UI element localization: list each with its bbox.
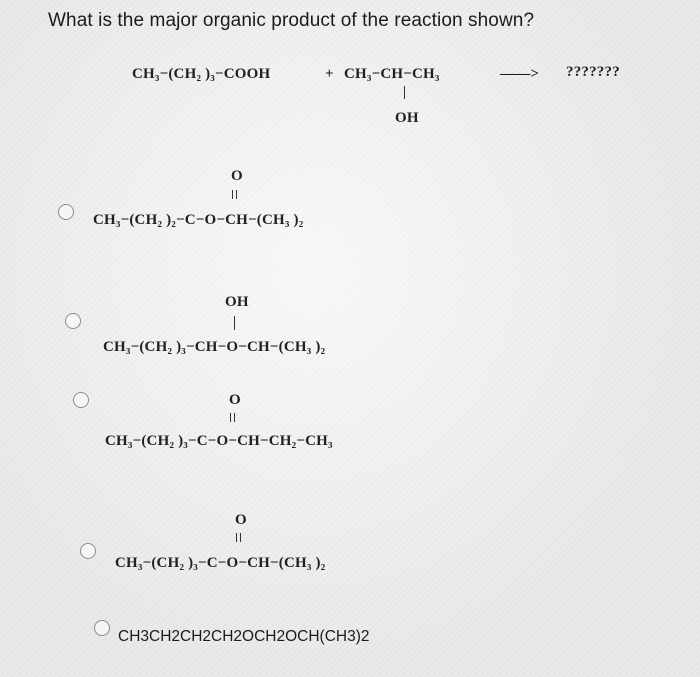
option-1-double-bond [232,190,237,199]
option-2-bond [234,316,235,330]
option-3-formula: CH₃−(CH₂ )₃−C−O−CH−CH₂−CH₃ [105,433,333,449]
option-1-formula: CH₃−(CH₂ )₂−C−O−CH−(CH₃ )₂ [93,212,304,228]
option-4-radio[interactable] [80,543,96,559]
unknown-product: ??????? [566,64,620,80]
option-5-radio[interactable] [94,620,110,636]
reactant-2-bond [404,86,405,99]
reactant-1: CH₃−(CH₂ )₃−COOH [132,66,271,82]
option-3-double-bond [230,413,235,422]
plus-sign: + [325,66,334,82]
option-1-carbonyl-oxygen: O [231,168,243,184]
option-3-carbonyl-oxygen: O [229,392,241,408]
option-2-hydroxyl: OH [225,294,249,310]
option-4-carbonyl-oxygen: O [235,512,247,528]
option-3-radio[interactable] [73,392,89,408]
option-2-formula: CH₃−(CH₂ )₃−CH−O−CH−(CH₃ )₂ [103,339,326,355]
reaction-arrow: ——> [500,66,540,82]
reactant-2: CH₃−CH−CH₃ [344,66,440,82]
question-text: What is the major organic product of the reaction shown? [48,10,535,31]
option-4-double-bond [236,533,241,542]
reactant-2-hydroxyl: OH [395,110,419,126]
option-2-radio[interactable] [65,313,81,329]
option-5-formula: CH3CH2CH2CH2OCH2OCH(CH3)2 [118,628,370,645]
option-1-radio[interactable] [58,204,74,220]
option-4-formula: CH₃−(CH₂ )₃−C−O−CH−(CH₃ )₂ [115,555,326,571]
